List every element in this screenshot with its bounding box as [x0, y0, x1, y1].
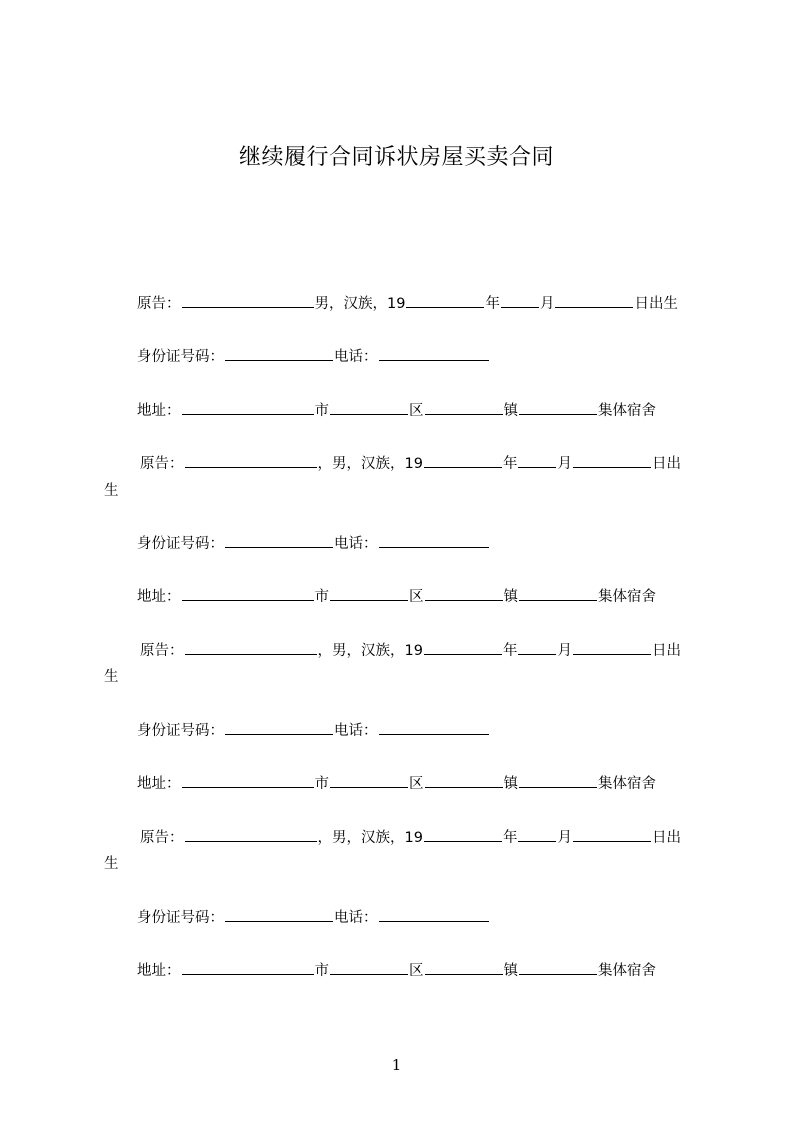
year-blank[interactable]	[424, 640, 502, 655]
town-blank[interactable]	[519, 400, 597, 415]
address-label: 地址：	[137, 776, 181, 792]
address-label: 地址：	[137, 589, 181, 605]
month-blank[interactable]	[518, 640, 556, 655]
year-blank[interactable]	[406, 293, 484, 308]
id-phone-line-1	[0, 345, 793, 366]
id-label: 身份证号码：	[137, 723, 224, 739]
city-blank[interactable]	[330, 586, 408, 601]
phone-blank[interactable]	[379, 907, 489, 922]
plaintiff-line-1	[0, 292, 793, 313]
month-blank[interactable]	[518, 453, 556, 468]
address-line-4	[0, 959, 793, 980]
day-blank[interactable]	[573, 827, 651, 842]
phone-label: 电话：	[334, 910, 378, 926]
day-label: 日出	[651, 830, 681, 846]
name-blank[interactable]	[182, 293, 314, 308]
city-blank[interactable]	[330, 773, 408, 788]
year-blank[interactable]	[424, 453, 502, 468]
address-line-2	[0, 585, 793, 606]
gender-ethnicity-label: ，男，汉族，19	[317, 830, 423, 846]
town-blank[interactable]	[519, 586, 597, 601]
plaintiff-line-3	[0, 639, 793, 660]
month-label: 月	[539, 296, 555, 312]
dorm-label: 集体宿舍	[598, 589, 656, 605]
city-label: 市	[314, 776, 329, 792]
plaintiff-label: 原告：	[140, 643, 184, 659]
born-line-3	[0, 665, 793, 686]
address-blank[interactable]	[182, 960, 314, 975]
month-label: 月	[557, 456, 572, 472]
gender-ethnicity-label: ，男，汉族，19	[317, 456, 423, 472]
name-blank[interactable]	[185, 453, 317, 468]
day-label: 日出生	[634, 296, 678, 312]
day-label: 日出	[651, 456, 681, 472]
born-label: 生	[104, 856, 119, 872]
gender-ethnicity-label: ，男，汉族，19	[317, 643, 423, 659]
born-label: 生	[104, 483, 119, 499]
phone-blank[interactable]	[379, 533, 489, 548]
born-line-2	[0, 479, 793, 500]
plaintiff-line-4	[0, 826, 793, 847]
town-blank[interactable]	[519, 773, 597, 788]
id-blank[interactable]	[225, 346, 333, 361]
district-blank[interactable]	[425, 586, 503, 601]
town-blank[interactable]	[519, 960, 597, 975]
address-blank[interactable]	[182, 586, 314, 601]
address-label: 地址：	[137, 963, 181, 979]
address-blank[interactable]	[182, 400, 314, 415]
city-label: 市	[314, 589, 329, 605]
id-phone-line-2	[0, 532, 793, 553]
year-label: 年	[502, 643, 518, 659]
phone-label: 电话：	[334, 723, 378, 739]
id-blank[interactable]	[225, 720, 333, 735]
year-label: 年	[502, 456, 518, 472]
district-blank[interactable]	[425, 960, 503, 975]
year-label: 年	[485, 296, 500, 312]
month-blank[interactable]	[501, 293, 539, 308]
id-label: 身份证号码：	[137, 910, 224, 926]
name-blank[interactable]	[185, 640, 317, 655]
born-label: 生	[104, 669, 119, 685]
year-blank[interactable]	[424, 827, 502, 842]
district-blank[interactable]	[425, 773, 503, 788]
dorm-label: 集体宿舍	[598, 403, 656, 419]
district-label: 区	[409, 403, 424, 419]
plaintiff-label: 原告：	[137, 296, 181, 312]
district-label: 区	[409, 589, 424, 605]
city-blank[interactable]	[330, 960, 408, 975]
phone-blank[interactable]	[379, 346, 489, 361]
day-blank[interactable]	[573, 640, 651, 655]
town-label: 镇	[503, 589, 518, 605]
day-blank[interactable]	[573, 453, 651, 468]
town-label: 镇	[503, 776, 518, 792]
dorm-label: 集体宿舍	[598, 776, 656, 792]
address-line-3	[0, 772, 793, 793]
phone-blank[interactable]	[379, 720, 489, 735]
city-label: 市	[314, 963, 329, 979]
city-blank[interactable]	[330, 400, 408, 415]
plaintiff-label: 原告：	[140, 456, 184, 472]
day-blank[interactable]	[555, 293, 633, 308]
page-number: 1	[391, 1056, 402, 1074]
month-blank[interactable]	[518, 827, 556, 842]
id-blank[interactable]	[225, 907, 333, 922]
city-label: 市	[314, 403, 329, 419]
phone-label: 电话：	[334, 536, 378, 552]
phone-label: 电话：	[334, 349, 378, 365]
document-title: 继续履行合同诉状房屋买卖合同	[238, 145, 554, 170]
plaintiff-line-2	[0, 452, 793, 473]
day-label: 日出	[651, 643, 681, 659]
town-label: 镇	[503, 963, 518, 979]
address-blank[interactable]	[182, 773, 314, 788]
id-phone-line-4	[0, 906, 793, 927]
born-line-4	[0, 852, 793, 873]
address-line-1	[0, 399, 793, 420]
district-blank[interactable]	[425, 400, 503, 415]
month-label: 月	[557, 830, 572, 846]
dorm-label: 集体宿舍	[598, 963, 656, 979]
gender-ethnicity-label: 男，汉族，19	[314, 296, 406, 312]
id-label: 身份证号码：	[137, 349, 224, 365]
id-label: 身份证号码：	[137, 536, 224, 552]
town-label: 镇	[503, 403, 518, 419]
district-label: 区	[409, 776, 424, 792]
address-label: 地址：	[137, 403, 181, 419]
year-label: 年	[502, 830, 518, 846]
name-blank[interactable]	[185, 827, 317, 842]
district-label: 区	[409, 963, 424, 979]
id-blank[interactable]	[225, 533, 333, 548]
id-phone-line-3	[0, 719, 793, 740]
month-label: 月	[557, 643, 572, 659]
plaintiff-label: 原告：	[140, 830, 184, 846]
